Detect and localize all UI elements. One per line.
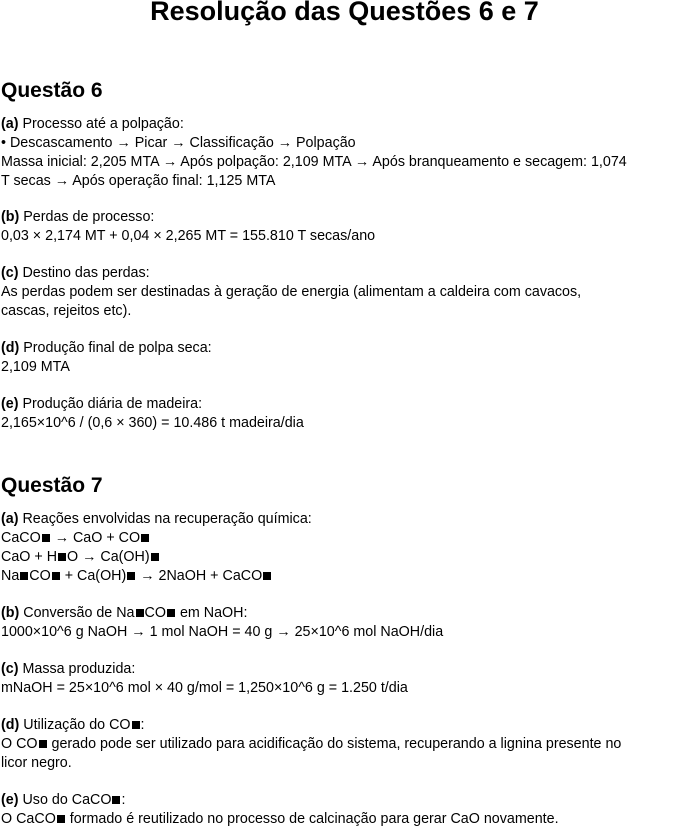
q6-d-label-text: Produção final de polpa seca:: [23, 340, 212, 356]
q7-d-line2: licor negro.: [1, 755, 72, 771]
q7-a-reaction-1: [1, 529, 150, 548]
q7-d-letter: (d): [1, 717, 20, 733]
missing-glyph-icon: [263, 572, 271, 580]
q7-e-label-part-a: Uso do CaCO: [22, 792, 112, 808]
reaction-2-part-b: O → Ca(OH): [67, 549, 150, 565]
q6-a-label: [1, 115, 184, 134]
q6-a-line1: • Descascamento → Picar → Classificação → Polpação: [1, 135, 356, 151]
missing-glyph-icon: [132, 721, 140, 729]
reaction-3-part-c: + Ca(OH): [60, 568, 127, 584]
q7-e-letter: (e): [1, 792, 19, 808]
missing-glyph-icon: [112, 796, 120, 804]
reaction-1-part-b: → CaO + CO: [50, 530, 141, 546]
reaction-3-part-a: Na: [1, 568, 20, 584]
q7-e-line1: [1, 810, 559, 829]
q6-d-line1: 2,109 MTA: [1, 359, 70, 375]
missing-glyph-icon: [58, 553, 66, 561]
q7-d-line1: [1, 735, 621, 754]
q6-e-label-text: Produção diária de madeira:: [22, 396, 203, 412]
q7-b-letter: (b): [1, 605, 20, 621]
q6-e-label: [1, 395, 202, 414]
q7-d-label: [1, 716, 145, 735]
missing-glyph-icon: [20, 572, 28, 580]
q7-b-label-part-b: CO: [144, 605, 166, 621]
q7-b-label-part-c: em NaOH:: [175, 605, 248, 621]
q7-a-reaction-2: [1, 548, 160, 567]
q7-d-line1-part-b: gerado pode ser utilizado para acidificação do sistema, recuperando a lignina presente no: [47, 736, 622, 752]
q6-a-label-text: Processo até a polpação:: [22, 116, 184, 132]
reaction-3-part-b: CO: [29, 568, 51, 584]
q7-c-label: [1, 660, 135, 679]
question-7-heading: Questão 7: [1, 474, 103, 497]
q6-c-line1: As perdas podem ser destinadas à geração de energia (alimentam a caldeira com cavacos,: [1, 284, 582, 300]
q7-c-label-text: Massa produzida:: [22, 661, 136, 677]
q6-b-letter: (b): [1, 209, 20, 225]
q6-b-label: [1, 208, 154, 227]
missing-glyph-icon: [141, 534, 149, 542]
q6-e-line1: 2,165×10^6 / (0,6 × 360) = 10.486 t madeira/dia: [1, 415, 304, 431]
q6-d-letter: (d): [1, 340, 20, 356]
q6-d-label: [1, 339, 212, 358]
q6-c-label-text: Destino das perdas:: [22, 265, 150, 281]
missing-glyph-icon: [136, 609, 144, 617]
q6-e-letter: (e): [1, 396, 19, 412]
q7-a-label: [1, 510, 312, 529]
q6-a-line2: Massa inicial: 2,205 MTA → Após polpação: 2,109 MTA → Após branqueamento e secagem: 1,074: [1, 154, 627, 170]
missing-glyph-icon: [57, 815, 65, 823]
q6-c-label: [1, 264, 150, 283]
q7-b-label-part-a: Conversão de Na: [23, 605, 135, 621]
q7-a-label-text: Reações envolvidas na recuperação química:: [22, 511, 312, 527]
q6-a-letter: (a): [1, 116, 19, 132]
q7-e-label-part-b: :: [121, 792, 126, 808]
missing-glyph-icon: [52, 572, 60, 580]
q6-c-letter: (c): [1, 265, 19, 281]
reaction-2-part-a: CaO + H: [1, 549, 58, 565]
q6-a-line3: T secas → Após operação final: 1,125 MTA: [1, 173, 276, 189]
page-title: Resolução das Questões 6 e 7: [150, 0, 539, 26]
reaction-3-part-d: → 2NaOH + CaCO: [136, 568, 263, 584]
q7-e-label: [1, 791, 125, 810]
q7-c-line1: mNaOH = 25×10^6 mol × 40 g/mol = 1,250×10^6 g = 1.250 t/dia: [1, 680, 408, 696]
q6-b-line1: 0,03 × 2,174 MT + 0,04 × 2,265 MT = 155.810 T secas/ano: [1, 228, 376, 244]
q6-c-line2: cascas, rejeitos etc).: [1, 303, 132, 319]
missing-glyph-icon: [167, 609, 175, 617]
q7-a-reaction-3: [1, 567, 272, 586]
q7-e-line1-part-b: formado é reutilizado no processo de calcinação para gerar CaO novamente.: [65, 811, 559, 827]
reaction-1-part-a: CaCO: [1, 530, 41, 546]
missing-glyph-icon: [151, 553, 159, 561]
q7-d-label-part-a: Utilização do CO: [23, 717, 131, 733]
q7-e-line1-part-a: O CaCO: [1, 811, 56, 827]
q7-d-line1-part-a: O CO: [1, 736, 38, 752]
question-6-heading: Questão 6: [1, 79, 103, 102]
missing-glyph-icon: [39, 740, 47, 748]
q7-b-label: [1, 604, 247, 623]
q7-a-letter: (a): [1, 511, 19, 527]
q7-d-label-part-b: :: [140, 717, 145, 733]
q6-b-label-text: Perdas de processo:: [23, 209, 155, 225]
missing-glyph-icon: [42, 534, 50, 542]
q7-c-letter: (c): [1, 661, 19, 677]
missing-glyph-icon: [127, 572, 135, 580]
q7-b-line1: 1000×10^6 g NaOH → 1 mol NaOH = 40 g → 25×10^6 mol NaOH/dia: [1, 624, 444, 640]
